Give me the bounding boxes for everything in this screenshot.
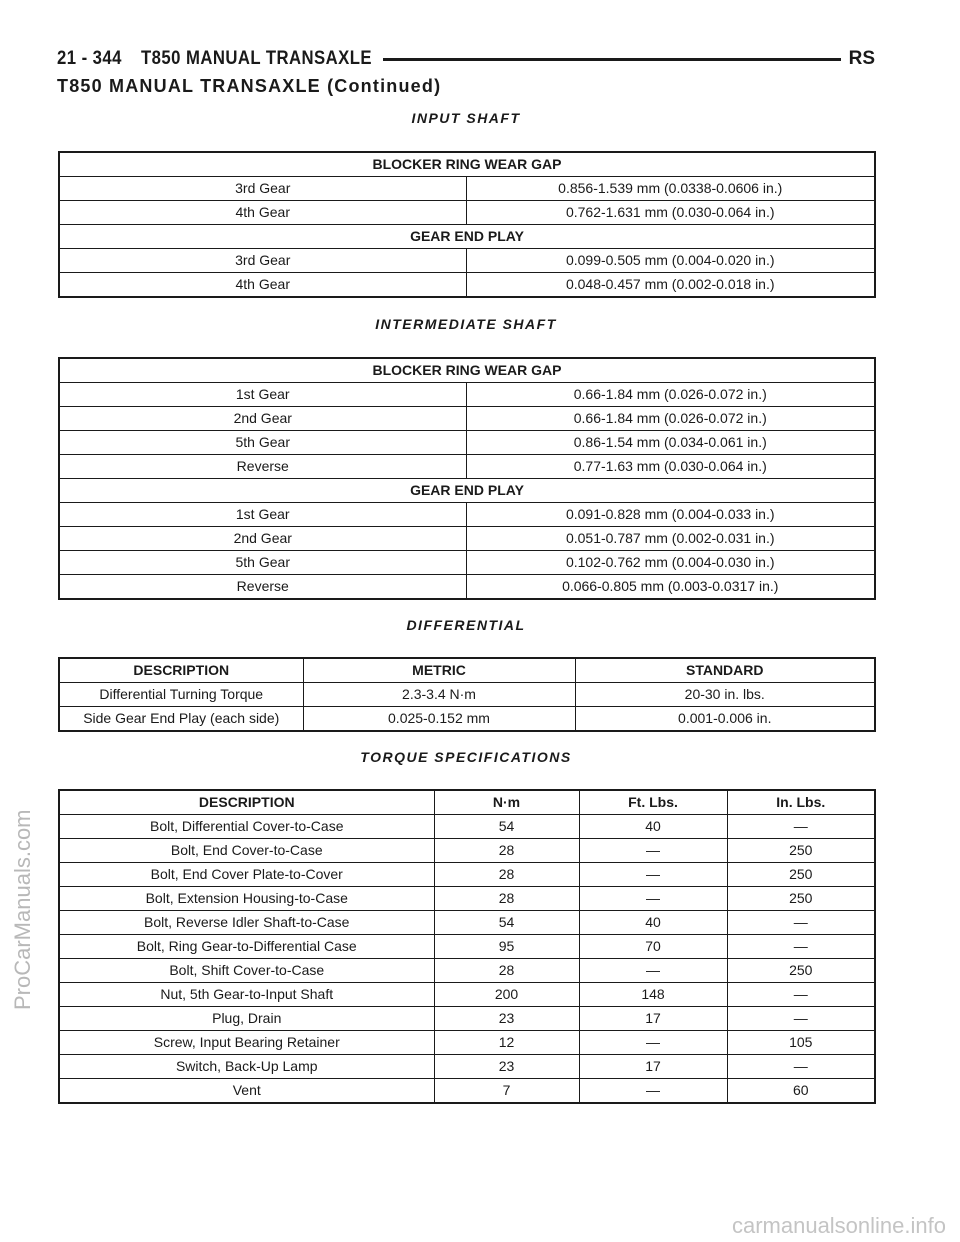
- table-row: [59, 201, 875, 225]
- table-row: [59, 839, 875, 863]
- table-subheading: BLOCKER RING WEAR GAP: [59, 358, 875, 383]
- table-cell: 250: [727, 887, 875, 911]
- spec-value-cell: 0.77-1.63 mm (0.030-0.064 in.): [466, 455, 875, 479]
- table-row: [59, 177, 875, 201]
- table-cell: 28: [434, 887, 579, 911]
- section-code: RS: [848, 48, 875, 69]
- table-subheading: GEAR END PLAY: [59, 479, 875, 503]
- gear-cell: 3rd Gear: [59, 249, 466, 273]
- table-header-row: [59, 790, 875, 815]
- table-cell: 2.3-3.4 N·m: [303, 683, 575, 707]
- table-row: [59, 249, 875, 273]
- table-cell: Differential Turning Torque: [59, 683, 303, 707]
- table-cell: —: [579, 863, 727, 887]
- table-subheading: GEAR END PLAY: [59, 225, 875, 249]
- table-cell: —: [727, 1055, 875, 1079]
- page-header: [57, 44, 875, 74]
- table-row: [59, 1079, 875, 1104]
- table-cell: 95: [434, 935, 579, 959]
- table-row: [59, 527, 875, 551]
- table-cell: 54: [434, 911, 579, 935]
- table-row: [59, 431, 875, 455]
- spec-value-cell: 0.066-0.805 mm (0.003-0.0317 in.): [466, 575, 875, 600]
- spec-value-cell: 0.66-1.84 mm (0.026-0.072 in.): [466, 383, 875, 407]
- table-subheading-row: [59, 225, 875, 249]
- gear-cell: 2nd Gear: [59, 407, 466, 431]
- intermediate-shaft-table: [58, 357, 876, 600]
- table-cell: 28: [434, 863, 579, 887]
- table-row: [59, 911, 875, 935]
- table-cell: 23: [434, 1007, 579, 1031]
- table-cell: —: [579, 1031, 727, 1055]
- table-subheading-row: [59, 152, 875, 177]
- gear-cell: Reverse: [59, 575, 466, 600]
- gear-cell: 1st Gear: [59, 383, 466, 407]
- column-header: STANDARD: [575, 658, 875, 683]
- table-cell: 250: [727, 839, 875, 863]
- table-cell: Bolt, End Cover-to-Case: [59, 839, 434, 863]
- differential-table: [58, 657, 876, 732]
- column-header: In. Lbs.: [727, 790, 875, 815]
- spec-value-cell: 0.762-1.631 mm (0.030-0.064 in.): [466, 201, 875, 225]
- table-cell: —: [727, 935, 875, 959]
- gear-cell: 5th Gear: [59, 431, 466, 455]
- table-cell: 148: [579, 983, 727, 1007]
- table-cell: 54: [434, 815, 579, 839]
- table-subheading: BLOCKER RING WEAR GAP: [59, 152, 875, 177]
- table-cell: Bolt, Shift Cover-to-Case: [59, 959, 434, 983]
- gear-cell: Reverse: [59, 455, 466, 479]
- table-row: [59, 935, 875, 959]
- table-cell: 12: [434, 1031, 579, 1055]
- table-subheading-row: [59, 358, 875, 383]
- table-cell: 250: [727, 959, 875, 983]
- table-row: [59, 887, 875, 911]
- continued-heading: T850 MANUAL TRANSAXLE (Continued): [57, 76, 442, 96]
- table-cell: Bolt, Differential Cover-to-Case: [59, 815, 434, 839]
- table-cell: —: [727, 815, 875, 839]
- table-row: [59, 455, 875, 479]
- input-shaft-table: [58, 151, 876, 298]
- column-header: Ft. Lbs.: [579, 790, 727, 815]
- table-cell: 60: [727, 1079, 875, 1104]
- spec-value-cell: 0.051-0.787 mm (0.002-0.031 in.): [466, 527, 875, 551]
- gear-cell: 2nd Gear: [59, 527, 466, 551]
- column-header: DESCRIPTION: [59, 658, 303, 683]
- table-row: [59, 683, 875, 707]
- table-cell: Nut, 5th Gear-to-Input Shaft: [59, 983, 434, 1007]
- table-row: [59, 383, 875, 407]
- page-number: 21 - 344: [57, 48, 122, 69]
- table-cell: 17: [579, 1055, 727, 1079]
- table-cell: Side Gear End Play (each side): [59, 707, 303, 732]
- table-row: [59, 1007, 875, 1031]
- table-cell: —: [579, 959, 727, 983]
- table-row: [59, 551, 875, 575]
- table-row: [59, 503, 875, 527]
- table-row: [59, 1031, 875, 1055]
- table-row: [59, 273, 875, 298]
- table-cell: Bolt, Extension Housing-to-Case: [59, 887, 434, 911]
- spec-value-cell: 0.048-0.457 mm (0.002-0.018 in.): [466, 273, 875, 298]
- table-row: [59, 407, 875, 431]
- table-cell: —: [727, 1007, 875, 1031]
- table-cell: 0.025-0.152 mm: [303, 707, 575, 732]
- table-cell: 250: [727, 863, 875, 887]
- table-cell: —: [727, 983, 875, 1007]
- table-cell: 7: [434, 1079, 579, 1104]
- table-cell: —: [579, 1079, 727, 1104]
- table-subheading-row: [59, 479, 875, 503]
- table-row: [59, 863, 875, 887]
- column-header: DESCRIPTION: [59, 790, 434, 815]
- table-cell: Plug, Drain: [59, 1007, 434, 1031]
- column-header: METRIC: [303, 658, 575, 683]
- table-cell: Bolt, Ring Gear-to-Differential Case: [59, 935, 434, 959]
- table-cell: Bolt, Reverse Idler Shaft-to-Case: [59, 911, 434, 935]
- table-cell: 40: [579, 815, 727, 839]
- table-cell: 20-30 in. lbs.: [575, 683, 875, 707]
- gear-cell: 3rd Gear: [59, 177, 466, 201]
- watermark-bottom: carmanualsonline.info: [731, 1213, 946, 1238]
- gear-cell: 4th Gear: [59, 273, 466, 298]
- gear-cell: 5th Gear: [59, 551, 466, 575]
- table-cell: Switch, Back-Up Lamp: [59, 1055, 434, 1079]
- table-cell: —: [579, 887, 727, 911]
- table-row: [59, 707, 875, 732]
- spec-value-cell: 0.091-0.828 mm (0.004-0.033 in.): [466, 503, 875, 527]
- table-cell: —: [579, 839, 727, 863]
- intermediate-shaft-title: INTERMEDIATE SHAFT: [375, 316, 557, 332]
- table-cell: 28: [434, 959, 579, 983]
- table-row: [59, 959, 875, 983]
- table-cell: Vent: [59, 1079, 434, 1104]
- table-cell: Bolt, End Cover Plate-to-Cover: [59, 863, 434, 887]
- spec-value-cell: 0.099-0.505 mm (0.004-0.020 in.): [466, 249, 875, 273]
- header-title: T850 MANUAL TRANSAXLE: [140, 48, 372, 69]
- header-rule: [383, 58, 840, 61]
- torque-title: TORQUE SPECIFICATIONS: [360, 749, 572, 765]
- differential-title: DIFFERENTIAL: [406, 617, 526, 633]
- column-header: N·m: [434, 790, 579, 815]
- spec-value-cell: 0.102-0.762 mm (0.004-0.030 in.): [466, 551, 875, 575]
- gear-cell: 1st Gear: [59, 503, 466, 527]
- table-cell: 200: [434, 983, 579, 1007]
- table-cell: 70: [579, 935, 727, 959]
- spec-value-cell: 0.66-1.84 mm (0.026-0.072 in.): [466, 407, 875, 431]
- table-cell: 23: [434, 1055, 579, 1079]
- spec-value-cell: 0.86-1.54 mm (0.034-0.061 in.): [466, 431, 875, 455]
- torque-table: [58, 789, 876, 1104]
- gear-cell: 4th Gear: [59, 201, 466, 225]
- table-row: [59, 575, 875, 600]
- table-cell: Screw, Input Bearing Retainer: [59, 1031, 434, 1055]
- table-cell: 28: [434, 839, 579, 863]
- table-cell: 40: [579, 911, 727, 935]
- table-header-row: [59, 658, 875, 683]
- table-row: [59, 815, 875, 839]
- watermark-side: ProCarManuals.com: [10, 809, 35, 1010]
- table-cell: 17: [579, 1007, 727, 1031]
- table-cell: —: [727, 911, 875, 935]
- table-row: [59, 1055, 875, 1079]
- table-row: [59, 983, 875, 1007]
- table-cell: 0.001-0.006 in.: [575, 707, 875, 732]
- spec-value-cell: 0.856-1.539 mm (0.0338-0.0606 in.): [466, 177, 875, 201]
- table-cell: 105: [727, 1031, 875, 1055]
- input-shaft-title: INPUT SHAFT: [411, 110, 521, 126]
